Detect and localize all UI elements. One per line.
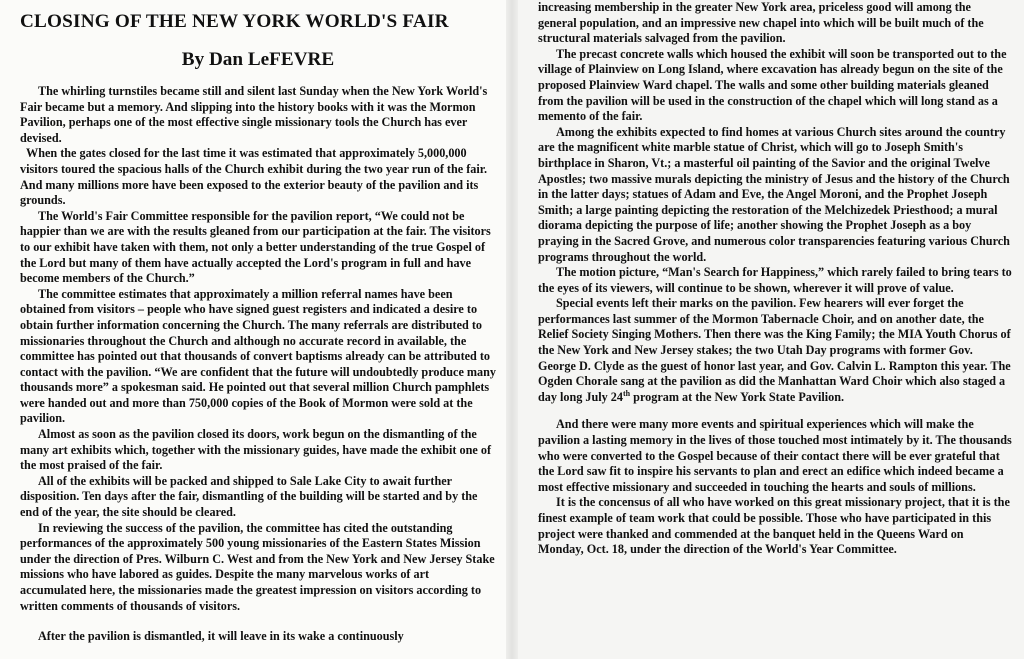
paragraph-dismantling: Almost as soon as the pavilion closed its doors, work begun on the dismantling of the many art exhibits which, together with the missionary guides, have made the exhibit one of the most praised of the fair.	[20, 427, 492, 473]
paragraph-concensus: It is the concensus of all who have worked on this great missionary project, that it is the finest example of team work that could be possible. Those who have participated in this project were thanked and commended at the banquet held in the Queens Ward on Monday, Oct. 18, under the direction of the World's Year Committee.	[538, 495, 1010, 557]
paragraph-shipping: All of the exhibits will be packed and shipped to Sale Lake City to await further disposition. Ten days after the fair, dismantling of the building will be started and by the end of the year, the site should be cleared.	[20, 473, 478, 520]
paragraph-missionaries: In reviewing the success of the pavilion, the committee has cited the outstanding performances of the approximately 500 young missionaries of the Eastern States Mission under the direction of Pres. Wilburn C. West and from the New York and New Jersey Stake missions who have labored as guides. Despite the many marvelous works of art accumulated here, the missionaries made the greatest impression on visitors according to written comments of thousands of visitors.	[20, 520, 495, 613]
special-events-superscript: th	[623, 388, 631, 398]
paragraph-special-events	[538, 296, 1012, 405]
paragraph-spiritual-experiences: And there were many more events and spiritual experiences which will make the pavilion a lasting memory in the lives of those touched most intimately by it. The thousands who were converted to the Gospel because of their contact there will be ever grateful that the Lord saw fit to inspire his servants to plan and erect an edifice which indeed became a most effective missionary and succeeded in touching the hearts and souls of millions.	[538, 417, 1012, 494]
special-events-tail: program at the New York State Pavilion.	[630, 389, 845, 404]
paragraph-continuation-end: increasing membership in the greater New York area, priceless good will among the general population, and an impressive new chapel into which will be built much of the structural materials salvaged from the pavilion.	[538, 0, 984, 46]
paragraph-continuation-start: After the pavilion is dismantled, it will leave in its wake a continuously	[38, 629, 404, 644]
paragraph-referrals: The committee estimates that approximately a million referral names have been obtained from visitors – people who have signed guest registers and indicated a desire to obtain further information concerning the Church. The many referrals are distributed to missionaries throughout the Church and although no accurate record in available, the committee has pointed out that thousands of convert baptisms already can be attributed to contact with the pavilion. “We are confident that the future will undoubtedly produce many thousands more” a spokesman said. He pointed out that several million Church pamphlets were handed out and more than 750,000 copies of the Book of Mormon were sold at the pavilion.	[20, 286, 497, 426]
special-events-text: Special events left their marks on the pavilion. Few hearers will ever forget the performances last summer of the Mormon Tabernacle Choir, and on another date, the Relief Society Singing Mothers. Then there was the King Family; the MIA Youth Chorus of the New York and New Jersey stakes; the two Utah Day programs with former Gov. George D. Clyde as the guest of honor last year, and Gov. Calvin L. Rampton this year. The Ogden Chorale sang at the pavilion as did the Manhattan Ward Choir which also staged a day long July 24	[538, 296, 1011, 404]
paragraph-concrete-walls: The precast concrete walls which housed the exhibit will soon be transported out to the village of Plainview on Long Island, where excavation has already begun on the site of the proposed Plainview Ward chapel. The walls and some other building materials gleaned from the pavilion will be used in the construction of the chapel which will long stand as a memento of the fair.	[538, 46, 1007, 124]
paragraph-exhibits: Among the exhibits expected to find homes at various Church sites around the country are the magnificent white marble statue of Christ, which will go to Joseph Smith's birthplace in Sharon, Vt.; a masterful oil painting of the Savior and the original Twelve Apostles; two massive murals depicting the ministry of Jesus and the history of the Church in the latter days; statues of Adam and Eve, the Angel Moroni, and the Prophet Joseph Smith; a large painting depicting the restoration of the Melchizedek Priesthood; a mural diorama depicting the purpose of life; another showing the Prophet Joseph as a boy praying in the Sacred Grove, and numerous color transparencies featuring various Church programs throughout the world.	[538, 124, 1010, 264]
paragraph-motion-picture: The motion picture, “Man's Search for Happiness,” which rarely failed to bring tears to the eyes of its viewers, will continue to be shown, wherever it will prove of value.	[538, 265, 1012, 295]
article-byline: By Dan LeFEVRE	[181, 49, 335, 70]
right-column	[518, 0, 1024, 659]
paragraph-turnstiles: The whirling turnstiles became still and silent last Sunday when the New York World's Fair became but a memory. And slipping into the history books with it was the Mormon Pavilion, perhaps one of the most effective single missionary tools the Church has ever devised.	[20, 84, 488, 145]
page-gutter	[506, 0, 518, 659]
left-column	[0, 0, 506, 659]
paragraph-gates-closed: When the gates closed for the last time it was estimated that approximately 5,000,000 visitors toured the spacious halls of the Church exhibit during the two year run of the fair. And many millions more have been exposed to the exterior beauty of the pavilion and its grounds.	[20, 146, 488, 208]
paragraph-committee-report: The World's Fair Committee responsible for the pavilion report, “We could not be happier than we are with the results gleaned from our participation at the fair. The visitors to our exhibit have taken with them, not only a better understanding of the true Gospel of the Lord but many of them have actually accepted the Lord's program in full and have become members of the Church.”	[20, 208, 491, 286]
article-title: CLOSING OF THE NEW YORK WORLD'S FAIR	[20, 11, 449, 32]
